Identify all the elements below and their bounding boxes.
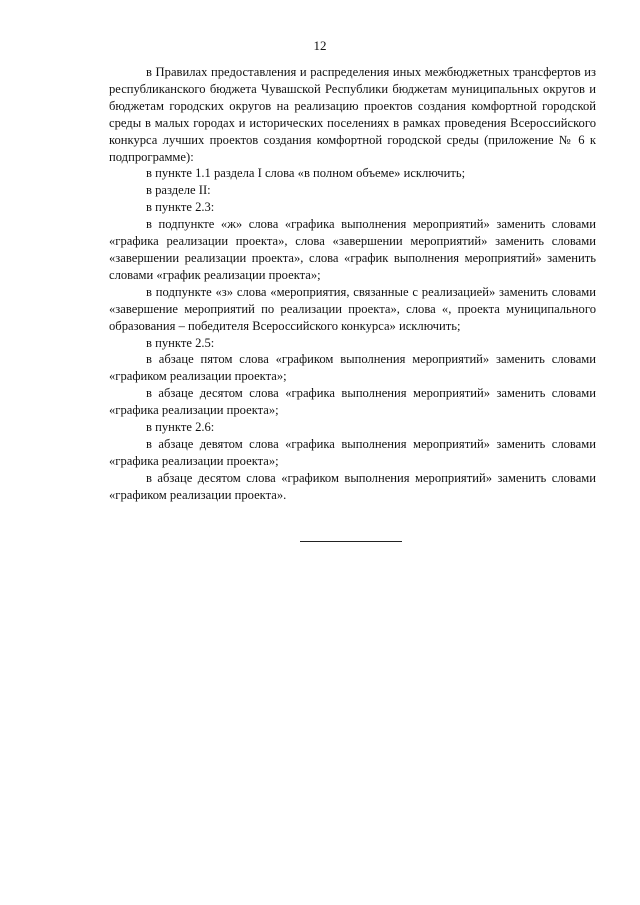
paragraph-2-5-tenth: в абзаце десятом слова «графика выполнения мероприятий» заменить словами «графика реализации проекта»; — [109, 386, 596, 418]
paragraph-2-6-tenth: в абзаце десятом слова «графиком выполнения мероприятий» заменить словами «графиком реализации проекта». — [109, 470, 596, 502]
paragraph-rules-intro: в Правилах предоставления и распределения иных межбюджетных трансфертов из республиканского бюджета Чувашской Республики бюджетам муниципальных округов и бюджетам городских округов на реализацию проектов создания комфортной городской среды в малых городах и исторических поселениях в рамках проведения Всероссийского конкурса лучших проектов создания комфортной городской среды (приложение № 6 к подпрограмме): — [109, 65, 596, 164]
paragraph-2-5-fifth: в абзаце пятом слова «графиком выполнения мероприятий» заменить словами «графиком реализации проекта»; — [109, 352, 596, 384]
document-body — [109, 64, 596, 504]
closing-separator-line — [300, 541, 402, 542]
paragraph-subitem-zh: в подпункте «ж» слова «графика выполнения мероприятий» заменить словами «графика реализации проекта», слова «завершении мероприятий» заменить словами «завершении реализации проекта», слова «график выполнения мероприятий» заменить словами «график реализации проекта»; — [109, 217, 596, 282]
paragraph-subitem-z: в подпункте «з» слова «мероприятия, связанные с реализацией» заменить словами «завершение мероприятий по реализации проекта», слова «, проекта муниципального образования – победителя Всероссийского конкурса» исключить; — [109, 284, 596, 333]
paragraph-item-2-6: в пункте 2.6: — [146, 420, 215, 435]
paragraph-item-2-5: в пункте 2.5: — [146, 335, 215, 350]
page-number: 12 — [313, 38, 327, 53]
paragraph-2-6-ninth: в абзаце девятом слова «графика выполнения мероприятий» заменить словами «графика реализации проекта»; — [109, 436, 596, 468]
paragraph-item-1-1: в пункте 1.1 раздела I слова «в полном объеме» исключить; — [146, 166, 466, 181]
paragraph-section-2: в разделе II: — [146, 183, 211, 198]
paragraph-item-2-3: в пункте 2.3: — [146, 200, 215, 215]
